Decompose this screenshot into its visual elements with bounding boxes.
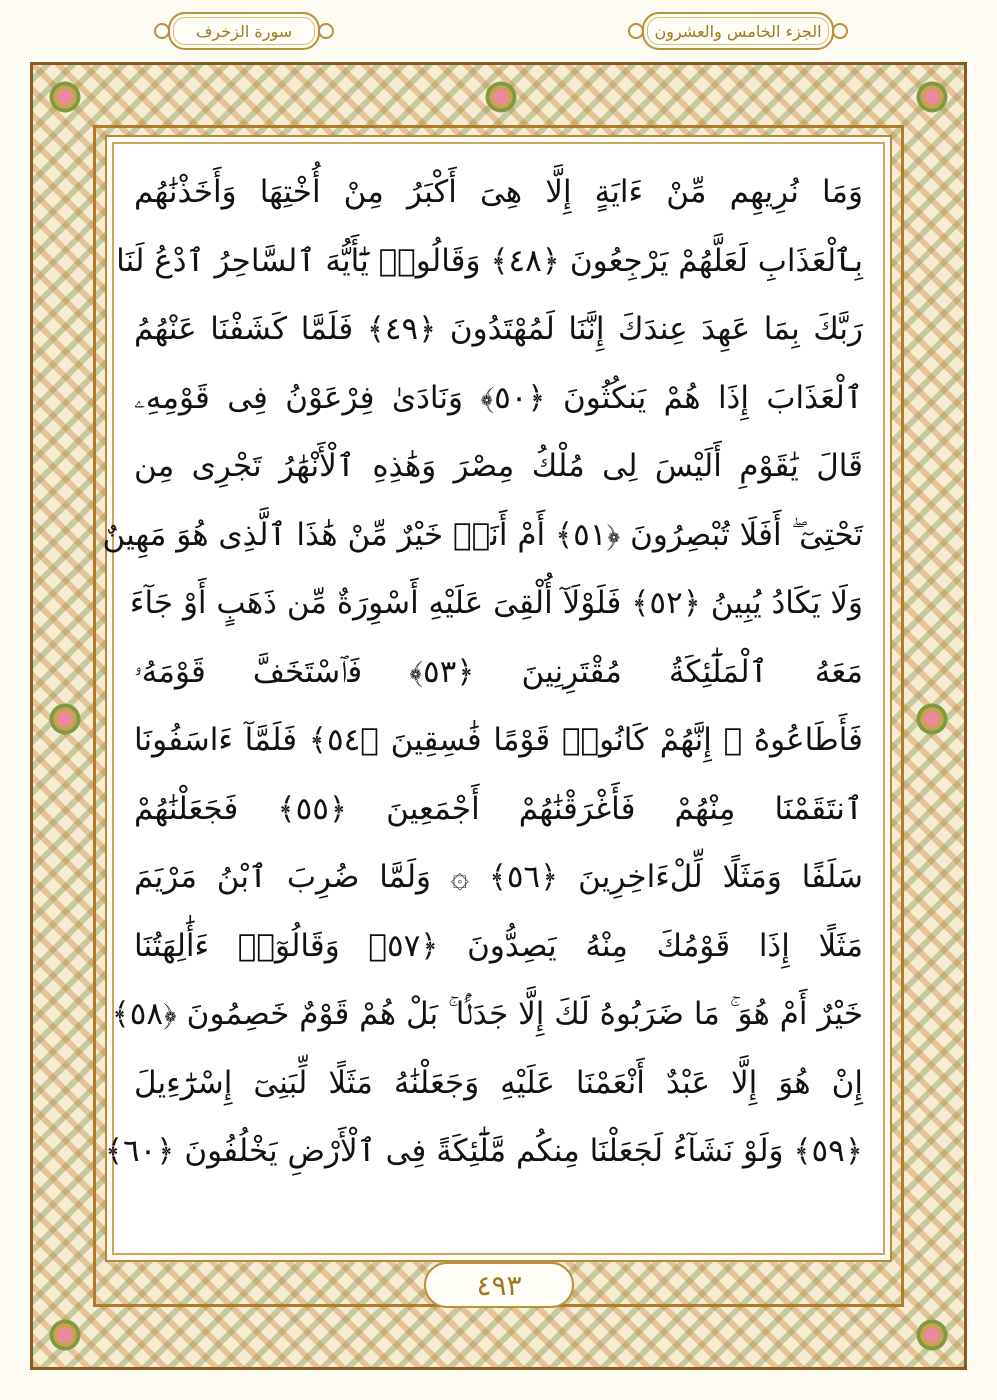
verse-line: إِنْ هُوَ إِلَّا عَبْدٌ أَنْعَمْنَا عَلَيْهِ وَجَعَلْنَٰهُ مَثَلًا لِّبَنِىٓ إِسْرَٰٓءِيلَ xyxy=(134,1064,863,1101)
verse-line: مَعَهُ ٱلْمَلَٰٓئِكَةُ مُقْتَرِنِينَ ﴿٥٣﴾ فَٱسْتَخَفَّ قَوْمَهُۥ xyxy=(134,653,863,690)
verse-line: وَمَا نُرِيهِم مِّنْ ءَايَةٍ إِلَّا هِىَ أَكْبَرُ مِنْ أُخْتِهَا وَأَخَذْنَٰهُم xyxy=(134,174,863,210)
corner-medallion-icon xyxy=(47,1317,83,1353)
juz-name: الجزء الخامس والعشرون xyxy=(654,21,822,41)
page-number: ٤٩٣ xyxy=(476,1268,522,1302)
verse-line: مَثَلًا إِذَا قَوْمُكَ مِنْهُ يَصِدُّونَ ﴿٥٧﴾ وَقَالُوٓا۟ ءَأَٰلِهَتُنَا xyxy=(134,927,863,964)
corner-medallion-icon xyxy=(914,79,950,115)
juz-name-header xyxy=(642,12,834,50)
ornament-tip xyxy=(628,23,644,39)
ornament-tip xyxy=(154,23,170,39)
verse-line: تَحْتِىٓ ۖ أَفَلَا تُبْصِرُونَ ﴿٥١﴾ أَمْ أَنَا۠ خَيْرٌ مِّنْ هَٰذَا ٱلَّذِى هُوَ مَهِينٌ xyxy=(102,516,863,553)
surah-name-header xyxy=(168,12,320,50)
top-medallion-icon xyxy=(483,79,519,115)
quran-text-panel xyxy=(102,142,885,1255)
corner-medallion-icon xyxy=(47,79,83,115)
corner-medallion-icon xyxy=(914,1317,950,1353)
verse-line: قَالَ يَٰقَوْمِ أَلَيْسَ لِى مُلْكُ مِصْرَ وَهَٰذِهِ ٱلْأَنْهَٰرُ تَجْرِى مِن xyxy=(134,448,863,484)
verse-line: خَيْرٌ أَمْ هُوَ ۚ مَا ضَرَبُوهُ لَكَ إِلَّا جَدَلًۢا ۚ بَلْ هُمْ قَوْمٌ خَصِمُونَ ﴿٥٨﴾ xyxy=(111,996,863,1032)
verse-line: رَبَّكَ بِمَا عَهِدَ عِندَكَ إِنَّنَا لَمُهْتَدُونَ ﴿٤٩﴾ فَلَمَّا كَشَفْنَا عَنْهُمُ xyxy=(134,311,863,347)
verse-line: سَلَفًا وَمَثَلًا لِّلْءَاخِرِينَ ﴿٥٦﴾ ۞ وَلَمَّا ضُرِبَ ٱبْنُ مَرْيَمَ xyxy=(134,859,863,895)
side-medallion-icon xyxy=(47,701,83,737)
verse-line: فَأَطَاعُوهُ ۚ إِنَّهُمْ كَانُوا۟ قَوْمًا فَٰسِقِينَ ﴿٥٤﴾ فَلَمَّآ ءَاسَفُونَا xyxy=(134,722,863,758)
verse-line: بِٱلْعَذَابِ لَعَلَّهُمْ يَرْجِعُونَ ﴿٤٨﴾ وَقَالُوا۟ يَٰٓأَيُّهَ ٱلسَّاحِرُ ٱدْعُ لَنَا xyxy=(116,242,863,279)
verse-line: ٱنتَقَمْنَا مِنْهُمْ فَأَغْرَقْنَٰهُمْ أَجْمَعِينَ ﴿٥٥﴾ فَجَعَلْنَٰهُمْ xyxy=(134,790,864,827)
page-number-badge xyxy=(424,1262,574,1308)
verse-line: ٱلْعَذَابَ إِذَا هُمْ يَنكُثُونَ ﴿٥٠﴾ وَنَادَىٰ فِرْعَوْنُ فِى قَوْمِهِۦ xyxy=(134,379,863,416)
verse-block xyxy=(102,158,864,1186)
side-medallion-icon xyxy=(914,701,950,737)
verse-line: وَلَا يَكَادُ يُبِينُ ﴿٥٢﴾ فَلَوْلَآ أُلْقِىَ عَلَيْهِ أَسْوِرَةٌ مِّن ذَهَبٍ أَوْ جَآءَ xyxy=(129,585,863,621)
ornament-tip xyxy=(318,23,334,39)
verse-line: ﴿٥٩﴾ وَلَوْ نَشَآءُ لَجَعَلْنَا مِنكُم مَّلَٰٓئِكَةً فِى ٱلْأَرْضِ يَخْلُفُونَ ﴿٦٠﴾ xyxy=(104,1133,863,1169)
ornament-tip xyxy=(832,23,848,39)
surah-name: سورة الزخرف xyxy=(195,21,293,41)
